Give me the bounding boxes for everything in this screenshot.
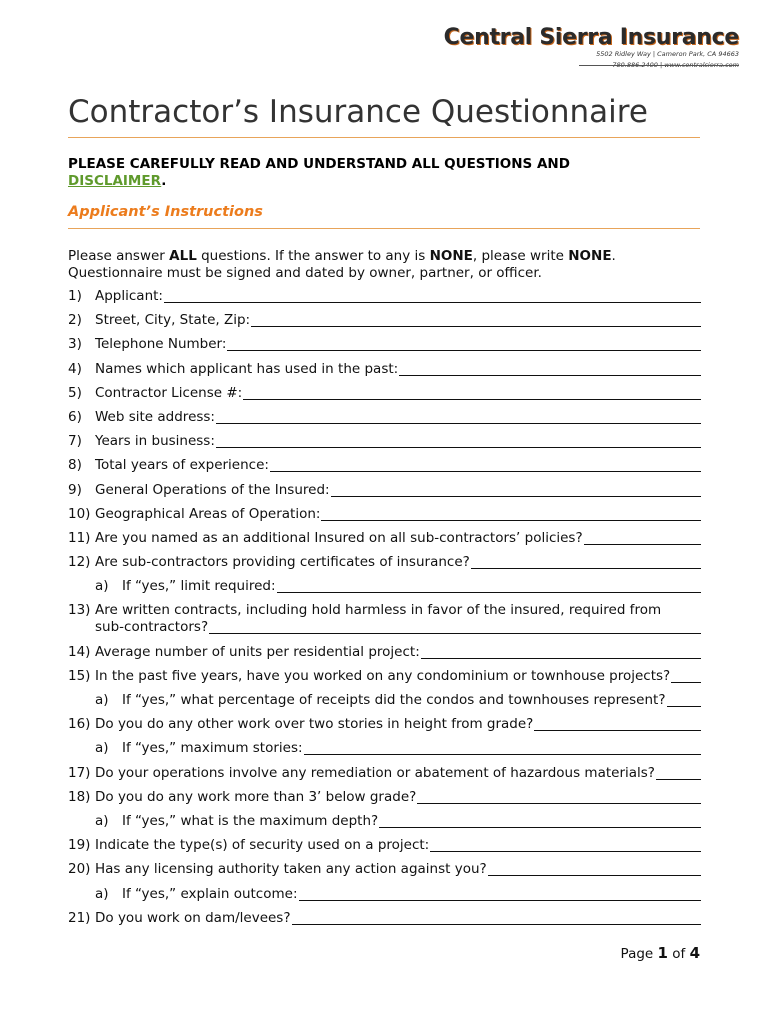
question-text: Average number of units per residential project:	[95, 643, 420, 660]
question-number: 14)	[68, 643, 91, 660]
current-page: 1	[657, 944, 668, 962]
question-text: Do you work on dam/levees?	[95, 909, 291, 926]
answer-blank[interactable]	[471, 568, 701, 569]
intro-part: questions. If the answer to any is	[196, 248, 430, 264]
question-number: a)	[95, 740, 109, 757]
question-row	[68, 336, 701, 353]
question-text: Are you named as an additional Insured on all sub-contractors’ policies?	[95, 529, 583, 546]
question-text: If “yes,” what percentage of receipts did the condos and townhouses represent?	[122, 692, 666, 708]
notice-text: PLEASE CAREFULLY READ AND UNDERSTAND ALL QUESTIONS AND	[68, 156, 570, 172]
intro-part: , please write	[472, 248, 569, 264]
question-number: 4)	[68, 360, 82, 377]
company-logo	[444, 26, 739, 69]
question-text: If “yes,” explain outcome:	[122, 885, 298, 902]
answer-blank[interactable]	[584, 544, 701, 545]
question-number: 12)	[68, 554, 91, 571]
question-number: a)	[95, 578, 109, 595]
question-number: 6)	[68, 408, 82, 425]
question-text: If “yes,” what is the maximum depth?	[122, 812, 379, 829]
question-text: Web site address:	[95, 408, 215, 425]
question-number: 8)	[68, 457, 82, 474]
question-text: Do you do any other work over two stories in height from grade?	[95, 716, 534, 733]
question-text: Years in business:	[95, 433, 215, 450]
answer-blank[interactable]	[321, 520, 701, 521]
sub-question-row	[68, 578, 701, 595]
question-row	[68, 837, 701, 854]
answer-blank[interactable]	[379, 827, 701, 828]
question-row	[68, 482, 701, 499]
question-row	[68, 910, 701, 927]
sub-question-row	[68, 740, 701, 757]
question-number: a)	[95, 692, 109, 708]
question-text: Telephone Number:	[95, 336, 227, 353]
questionnaire-list	[68, 288, 701, 934]
notice-end: .	[161, 173, 167, 189]
logo-contact: 780.886.2400 | www.centralsierra.com	[612, 61, 739, 69]
question-text: Street, City, State, Zip:	[95, 312, 251, 329]
question-number: 16)	[68, 716, 91, 733]
answer-blank[interactable]	[421, 658, 701, 659]
sub-question-row	[68, 886, 701, 903]
answer-blank[interactable]	[430, 851, 701, 852]
question-text: Has any licensing authority taken any action against you?	[95, 861, 487, 878]
sub-question-row	[68, 692, 701, 709]
question-row	[68, 288, 701, 305]
intro-part: Please answer	[68, 248, 170, 264]
answer-blank[interactable]	[488, 875, 701, 876]
answer-blank[interactable]	[216, 447, 701, 448]
question-row	[68, 530, 701, 547]
answer-blank[interactable]	[667, 706, 701, 707]
disclaimer-notice	[68, 156, 708, 190]
question-text: Are sub-contractors providing certificates of insurance?	[95, 554, 470, 571]
question-number: 7)	[68, 433, 82, 450]
answer-blank[interactable]	[227, 350, 701, 351]
question-number: 13)	[68, 602, 91, 619]
answer-blank[interactable]	[656, 779, 701, 780]
section-heading-instructions: Applicant’s Instructions	[68, 204, 263, 220]
page-number	[621, 944, 700, 962]
question-number: 10)	[68, 505, 91, 522]
answer-blank[interactable]	[209, 633, 701, 634]
question-text: If “yes,” limit required:	[122, 578, 276, 595]
question-text: Are written contracts, including hold harmless in favor of the insured, required from	[95, 602, 662, 619]
title-divider	[68, 137, 700, 138]
of-word: of	[672, 946, 686, 962]
question-row	[68, 409, 701, 426]
question-number: a)	[95, 885, 109, 902]
question-row	[68, 861, 701, 878]
question-row	[68, 789, 701, 806]
question-number: 9)	[68, 481, 82, 498]
answer-blank[interactable]	[216, 423, 701, 424]
page-word: Page	[620, 946, 654, 962]
answer-blank[interactable]	[331, 496, 701, 497]
question-number: 18)	[68, 788, 91, 805]
answer-blank[interactable]	[304, 754, 701, 755]
answer-blank[interactable]	[277, 592, 701, 593]
logo-name: Central Sierra Insurance	[443, 25, 739, 50]
logo-address: 5502 Ridley Way | Cameron Park, CA 94663	[596, 50, 739, 58]
question-number: 15)	[68, 667, 91, 684]
question-text: In the past five years, have you worked on any condominium or townhouse projects?	[95, 667, 671, 684]
question-text: Geographical Areas of Operation:	[95, 505, 321, 522]
question-row	[68, 554, 701, 571]
answer-blank[interactable]	[270, 471, 701, 472]
answer-blank[interactable]	[292, 924, 701, 925]
intro-emphasis: ALL	[169, 248, 197, 264]
answer-blank[interactable]	[164, 302, 701, 303]
question-number: 17)	[68, 764, 91, 781]
question-row	[68, 457, 701, 474]
question-row	[68, 716, 701, 733]
question-text: General Operations of the Insured:	[95, 481, 330, 498]
question-row	[68, 765, 701, 782]
intro-signature-note: Questionnaire must be signed and dated by owner, partner, or officer.	[68, 265, 542, 281]
instructions-text	[68, 248, 708, 282]
page-title: Contractor’s Insurance Questionnaire	[68, 94, 648, 130]
question-text: Do you do any work more than 3’ below grade?	[95, 788, 417, 805]
question-text: Applicant:	[95, 288, 163, 304]
intro-emphasis: NONE	[568, 248, 612, 264]
intro-emphasis: NONE	[429, 248, 473, 264]
question-number: 5)	[68, 384, 82, 401]
question-row	[68, 312, 701, 329]
answer-blank[interactable]	[251, 326, 701, 327]
question-text: If “yes,” maximum stories:	[122, 740, 303, 757]
question-row	[68, 433, 701, 450]
question-row	[68, 668, 701, 685]
question-text: Indicate the type(s) of security used on a project:	[95, 837, 430, 854]
answer-blank[interactable]	[417, 803, 701, 804]
question-number: a)	[95, 812, 109, 829]
question-number: 21)	[68, 909, 91, 926]
answer-blank[interactable]	[299, 900, 702, 901]
question-number: 2)	[68, 312, 82, 329]
total-pages: 4	[689, 944, 700, 962]
question-row	[68, 385, 701, 402]
question-number: 11)	[68, 529, 91, 546]
question-row	[68, 602, 701, 636]
question-number: 20)	[68, 861, 91, 878]
question-row	[68, 361, 701, 378]
question-number: 1)	[68, 288, 82, 304]
disclaimer-link[interactable]: DISCLAIMER	[68, 173, 162, 189]
question-row	[68, 644, 701, 661]
answer-blank[interactable]	[399, 375, 701, 376]
intro-part: .	[611, 248, 616, 264]
answer-blank[interactable]	[534, 730, 701, 731]
question-row	[68, 506, 701, 523]
question-text: Total years of experience:	[95, 457, 269, 474]
question-text: Names which applicant has used in the past:	[95, 360, 399, 377]
question-text-continued: sub-contractors?	[95, 619, 209, 636]
question-text: Contractor License #:	[95, 384, 243, 401]
sub-question-row	[68, 813, 701, 830]
answer-blank[interactable]	[671, 682, 701, 683]
section-divider	[68, 228, 700, 229]
question-number: 19)	[68, 837, 91, 854]
question-text: Do your operations involve any remediation or abatement of hazardous materials?	[95, 764, 655, 781]
question-number: 3)	[68, 336, 82, 353]
answer-blank[interactable]	[243, 399, 701, 400]
logo-divider	[579, 65, 739, 66]
